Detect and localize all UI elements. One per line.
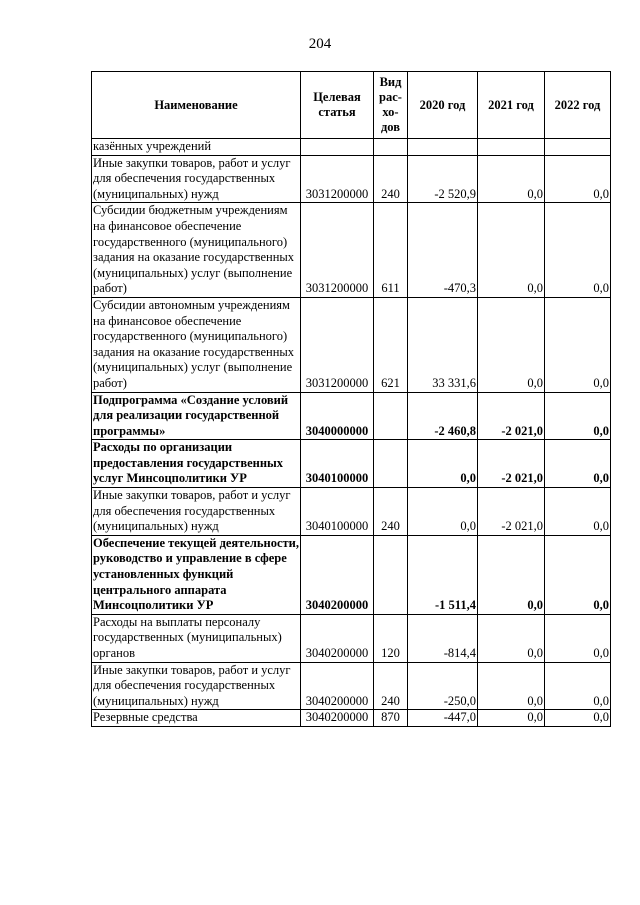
- row-target-cell: 3040200000: [301, 535, 374, 614]
- row-name-cell: Расходы по организации предоставления государственных услуг Минсоцполитики УР: [92, 440, 301, 488]
- table-header-row: [92, 72, 611, 139]
- row-name-cell: Обеспечение текущей деятельности, руководство и управление в сфере установленных функций центрального аппарата Минсоцполитики УР: [92, 535, 301, 614]
- row-2022-cell: 0,0: [545, 203, 611, 298]
- row-target-cell: 3031200000: [301, 203, 374, 298]
- row-2022-cell: 0,0: [545, 488, 611, 536]
- table-row: [92, 710, 611, 727]
- table-row: [92, 535, 611, 614]
- header-kind: Вид рас-хо-дов: [374, 72, 408, 139]
- row-2020-cell: -2 460,8: [408, 392, 478, 440]
- row-2020-cell: -2 520,9: [408, 155, 478, 203]
- table-row: [92, 392, 611, 440]
- row-2022-cell: 0,0: [545, 662, 611, 710]
- row-2022-cell: 0,0: [545, 535, 611, 614]
- table-row: [92, 662, 611, 710]
- row-target-cell: 3031200000: [301, 297, 374, 392]
- table-row: [92, 440, 611, 488]
- row-kind-cell: 120: [374, 614, 408, 662]
- row-2020-cell: -470,3: [408, 203, 478, 298]
- row-2021-cell: [478, 139, 545, 156]
- row-2020-cell: 0,0: [408, 440, 478, 488]
- row-kind-cell: 240: [374, 662, 408, 710]
- row-kind-cell: 240: [374, 155, 408, 203]
- row-kind-cell: 621: [374, 297, 408, 392]
- row-2021-cell: -2 021,0: [478, 488, 545, 536]
- row-2021-cell: -2 021,0: [478, 440, 545, 488]
- row-name-cell: Субсидии бюджетным учреждениям на финансовое обеспечение государственного (муниципального) задания на оказание государственных (муниципальных) услуг (выполнение работ): [92, 203, 301, 298]
- row-name-cell: Иные закупки товаров, работ и услуг для обеспечения государственных (муниципальных) нужд: [92, 488, 301, 536]
- row-2021-cell: 0,0: [478, 614, 545, 662]
- row-name-cell: Подпрограмма «Создание условий для реализации государственной программы»: [92, 392, 301, 440]
- row-2020-cell: 0,0: [408, 488, 478, 536]
- row-kind-cell: [374, 139, 408, 156]
- row-2021-cell: 0,0: [478, 662, 545, 710]
- row-2022-cell: 0,0: [545, 155, 611, 203]
- row-2022-cell: 0,0: [545, 440, 611, 488]
- row-2022-cell: 0,0: [545, 297, 611, 392]
- row-name-cell: Иные закупки товаров, работ и услуг для обеспечения государственных (муниципальных) нужд: [92, 662, 301, 710]
- row-name-cell: Субсидии автономным учреждениям на финансовое обеспечение государственного (муниципального) задания на оказание государственных (муниципальных) услуг (выполнение работ): [92, 297, 301, 392]
- row-2020-cell: [408, 139, 478, 156]
- row-target-cell: 3040100000: [301, 440, 374, 488]
- row-2022-cell: [545, 139, 611, 156]
- row-2021-cell: 0,0: [478, 535, 545, 614]
- row-target-cell: 3040200000: [301, 614, 374, 662]
- row-2021-cell: -2 021,0: [478, 392, 545, 440]
- row-2021-cell: 0,0: [478, 203, 545, 298]
- row-target-cell: [301, 139, 374, 156]
- row-kind-cell: [374, 440, 408, 488]
- table-row: [92, 614, 611, 662]
- row-target-cell: 3040100000: [301, 488, 374, 536]
- table-row: [92, 139, 611, 156]
- table-row: [92, 155, 611, 203]
- header-name: Наименование: [92, 72, 301, 139]
- row-2021-cell: 0,0: [478, 155, 545, 203]
- table-row: [92, 203, 611, 298]
- table-row: [92, 488, 611, 536]
- row-2021-cell: 0,0: [478, 710, 545, 727]
- row-kind-cell: [374, 535, 408, 614]
- budget-table: [91, 71, 611, 727]
- header-2021: 2021 год: [478, 72, 545, 139]
- row-2022-cell: 0,0: [545, 614, 611, 662]
- table-body: [92, 139, 611, 727]
- row-2020-cell: -1 511,4: [408, 535, 478, 614]
- row-name-cell: казённых учреждений: [92, 139, 301, 156]
- row-kind-cell: 870: [374, 710, 408, 727]
- row-2022-cell: 0,0: [545, 710, 611, 727]
- row-kind-cell: [374, 392, 408, 440]
- row-2022-cell: 0,0: [545, 392, 611, 440]
- row-target-cell: 3031200000: [301, 155, 374, 203]
- header-2022: 2022 год: [545, 72, 611, 139]
- row-target-cell: 3040000000: [301, 392, 374, 440]
- row-name-cell: Расходы на выплаты персоналу государственных (муниципальных) органов: [92, 614, 301, 662]
- row-2020-cell: -250,0: [408, 662, 478, 710]
- row-name-cell: Резервные средства: [92, 710, 301, 727]
- table-row: [92, 297, 611, 392]
- row-target-cell: 3040200000: [301, 662, 374, 710]
- header-target: Целевая статья: [301, 72, 374, 139]
- row-2020-cell: 33 331,6: [408, 297, 478, 392]
- row-2020-cell: -814,4: [408, 614, 478, 662]
- row-name-cell: Иные закупки товаров, работ и услуг для обеспечения государственных (муниципальных) нужд: [92, 155, 301, 203]
- page-number: 204: [308, 36, 332, 52]
- row-2020-cell: -447,0: [408, 710, 478, 727]
- row-kind-cell: 611: [374, 203, 408, 298]
- row-target-cell: 3040200000: [301, 710, 374, 727]
- header-2020: 2020 год: [408, 72, 478, 139]
- row-kind-cell: 240: [374, 488, 408, 536]
- row-2021-cell: 0,0: [478, 297, 545, 392]
